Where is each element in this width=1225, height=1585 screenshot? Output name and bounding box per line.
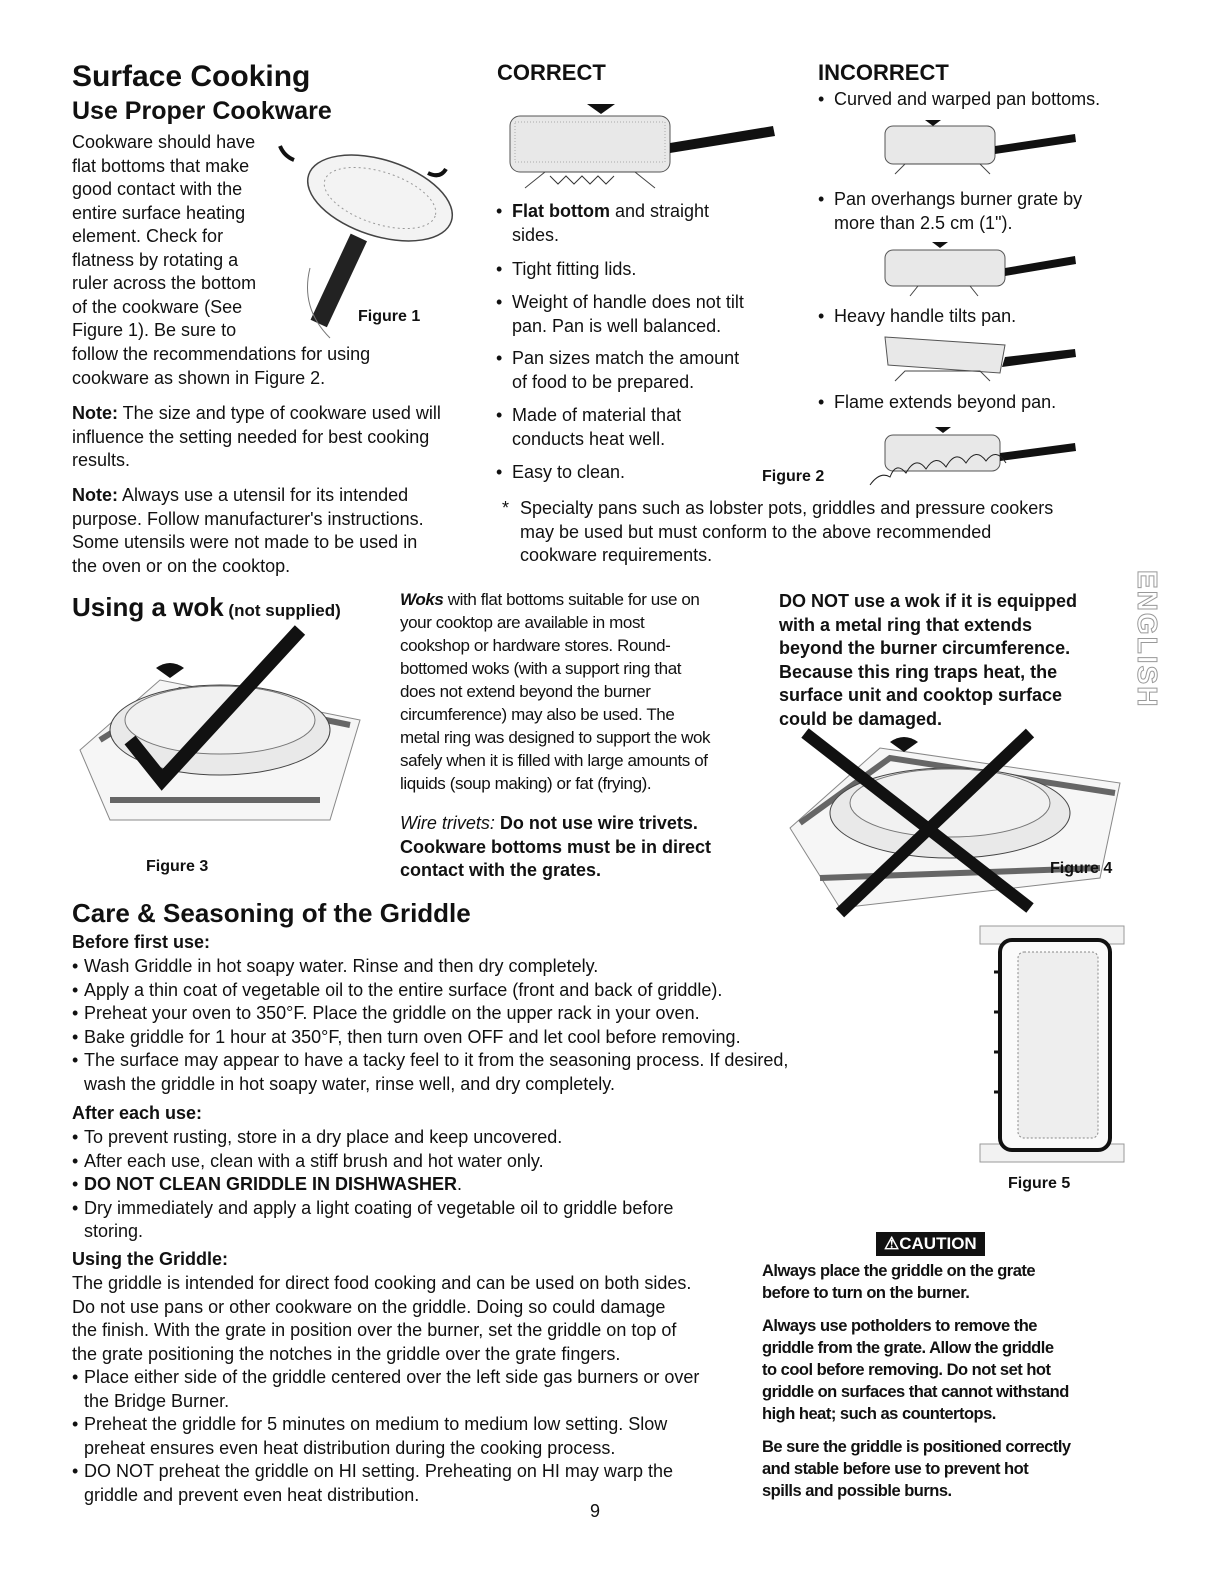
figure-5-griddle-illustration [978, 922, 1128, 1167]
after-item-text: Dry immediately and apply a light coating of vegetable oil to griddle before [84, 1197, 674, 1218]
correct-item-text: sides. [512, 224, 560, 245]
caution-line: and stable before use to prevent hot [762, 1460, 1029, 1478]
correct-item-text: Made of material that [512, 405, 682, 425]
specialty-text: Specialty pans such as lobster pots, griddles and pressure cookers [520, 498, 1054, 518]
correct-item [496, 258, 786, 282]
correct-item [496, 291, 786, 338]
caution-line: Always use potholders to remove the [762, 1317, 1037, 1335]
asterisk: * [502, 498, 510, 518]
correct-item-text: Tight fitting lids. [512, 259, 637, 279]
surface-section [72, 60, 332, 126]
note-text: The size and type of cookware used will [118, 403, 441, 423]
before-item [72, 979, 952, 1003]
note-label: Note: [72, 485, 118, 505]
caution-badge [876, 1232, 985, 1256]
figure-2-caption: Figure 2 [762, 468, 825, 485]
note-label: Note: [72, 403, 118, 423]
correct-item [496, 200, 786, 247]
section-subtitle: Use Proper Cookware [72, 97, 332, 125]
incorrect-heading: INCORRECT [818, 60, 949, 85]
intro-rest [72, 343, 472, 390]
figure-1-caption: Figure 1 [358, 308, 421, 325]
note-text: Some utensils were not made to be used in [72, 532, 418, 552]
page-title: Surface Cooking [72, 60, 311, 93]
before-item-text: Wash Griddle in hot soapy water. Rinse and then dry completely. [84, 956, 599, 976]
intro-line: flat bottoms that make [72, 155, 250, 176]
correct-list-6 [496, 461, 786, 485]
after-list [72, 1126, 792, 1244]
caution-line: griddle on surfaces that cannot withstand [762, 1383, 1069, 1401]
warped-pan-icon [870, 118, 1080, 178]
figure-3-illustration [70, 620, 370, 850]
note-1 [72, 402, 492, 473]
using-item-text: griddle and prevent even heat distribution. [84, 1484, 420, 1505]
caution-line: to cool before removing. Do not set hot [762, 1361, 1051, 1379]
incorrect-item-text: Pan overhangs burner grate by [834, 189, 1083, 209]
incorrect-item-4 [818, 391, 1138, 415]
caution-label: CAUTION [899, 1234, 977, 1253]
incorrect-item [818, 88, 1148, 112]
trivets-text: Cookware bottoms must be in direct [400, 836, 712, 857]
page-number: 9 [590, 1501, 601, 1521]
correct-item-bold: Flat bottom [512, 201, 610, 221]
woks-label: Woks [400, 590, 444, 609]
warning-line: DO NOT use a wok if it is equipped [779, 591, 1078, 611]
wok-text: does not extend beyond the burner [400, 682, 651, 701]
caution-line: griddle from the grate. Allow the griddle [762, 1339, 1054, 1357]
after-item [72, 1197, 792, 1244]
using-item [72, 1413, 772, 1460]
caution-line: before to turn on the burner. [762, 1284, 970, 1302]
figure-4-caption: Figure 4 [1050, 860, 1113, 877]
wok-text: bottomed woks (with a support ring that [400, 659, 682, 678]
correct-item-text: Easy to clean. [512, 462, 626, 482]
wok-text: safely when it is filled with large amounts of [400, 751, 708, 770]
warning-triangle-icon: ⚠ [884, 1234, 900, 1253]
using-line: the grate positioning the notches in the griddle over the grate fingers. [72, 1343, 621, 1364]
after-item-bold [72, 1173, 792, 1197]
after-item-text: . [457, 1174, 463, 1194]
caution-text [762, 1260, 1142, 1502]
correct-list [496, 200, 786, 247]
intro-line: flatness by rotating a [72, 249, 239, 270]
tilted-pan-icon [870, 335, 1080, 385]
using-paragraph [72, 1272, 772, 1366]
using-heading: Using the Griddle: [72, 1249, 229, 1269]
after-item [72, 1126, 792, 1150]
caution-line: spills and possible burns. [762, 1482, 952, 1500]
specialty-line [500, 497, 1120, 521]
wok-text: with flat bottoms suitable for use on [443, 590, 700, 609]
wok-text: your cooktop are available in most [400, 613, 645, 632]
intro-line: element. Check for [72, 226, 224, 246]
correct-item-text: Weight of handle does not tilt [512, 292, 744, 312]
warning-line: surface unit and cooktop surface [779, 685, 1063, 705]
specialty-text: may be used but must conform to the above recommended [520, 521, 992, 542]
note-text: Always use a utensil for its intended [118, 485, 409, 505]
caution-line: Be sure the griddle is positioned correctly [762, 1438, 1071, 1456]
incorrect-item-text: Heavy handle tilts pan. [834, 306, 1017, 326]
trivets-label: Wire trivets: [400, 813, 495, 833]
warning-line: with a metal ring that extends [779, 614, 1033, 635]
caution-line: high heat; such as countertops. [762, 1405, 996, 1423]
caution-line: Always place the griddle on the grate [762, 1262, 1036, 1280]
correct-item-text: conducts heat well. [512, 428, 666, 449]
wok-title: Using a wok [72, 592, 224, 622]
using-item-text: Place either side of the griddle centered over the left side gas burners or over [84, 1367, 700, 1387]
before-item-text: The surface may appear to have a tacky feel to it from the seasoning process. If desired, [84, 1050, 789, 1070]
incorrect-item-text: more than 2.5 cm (1"). [834, 212, 1013, 233]
after-item [72, 1150, 792, 1174]
using-line: Do not use pans or other cookware on the griddle. Doing so could damage [72, 1296, 666, 1317]
intro-line: Cookware should have [72, 132, 256, 152]
before-item [72, 955, 952, 979]
using-list [72, 1366, 772, 1507]
wok-text: metal ring was designed to support the wok [400, 728, 711, 747]
intro-line: follow the recommendations for using [72, 344, 371, 364]
trivets-paragraph [400, 812, 780, 883]
wok-heading [72, 590, 341, 624]
incorrect-item [818, 305, 1138, 329]
using-item-text: Preheat the griddle for 5 minutes on medium to medium low setting. Slow [84, 1414, 668, 1434]
before-item-text: Apply a thin coat of vegetable oil to the entire surface (front and back of griddle). [84, 979, 723, 1000]
warning-line: could be damaged. [779, 708, 943, 729]
after-item-bold-text: DO NOT CLEAN GRIDDLE IN DISHWASHER [84, 1174, 458, 1194]
note-text: purpose. Follow manufacturer's instructions. [72, 508, 424, 529]
specialty-text: cookware requirements. [520, 545, 713, 565]
after-item-text: storing. [84, 1221, 144, 1241]
using-line: The griddle is intended for direct food cooking and can be used on both sides. [72, 1273, 692, 1293]
intro-line: good contact with the [72, 179, 243, 199]
wok-text: liquids (soup making) or fat (frying). [400, 774, 652, 793]
correct-item-text: of food to be prepared. [512, 371, 695, 392]
wok-text: circumference) may also be used. The [400, 705, 675, 724]
before-item-text: wash the griddle in hot soapy water, rinse well, and dry completely. [84, 1073, 615, 1094]
side-tab-label: ENGLISH [1132, 570, 1163, 709]
incorrect-item-1 [818, 88, 1148, 112]
note-text: influence the setting needed for best cooking [72, 426, 430, 447]
incorrect-item [818, 391, 1138, 415]
griddle-title: Care & Seasoning of the Griddle [72, 898, 471, 928]
intro-line: cookware as shown in Figure 2. [72, 367, 326, 388]
after-item-text: To prevent rusting, store in a dry place and keep uncovered. [84, 1127, 563, 1147]
note-2 [72, 484, 492, 578]
note-text: results. [72, 450, 131, 470]
specialty-note [500, 497, 1120, 568]
before-item-text: Bake griddle for 1 hour at 350°F, then turn oven OFF and let cool before removing. [84, 1026, 741, 1047]
incorrect-item-3 [818, 305, 1138, 329]
using-item-text: DO NOT preheat the griddle on HI setting. Preheating on HI may warp the [84, 1461, 673, 1481]
caution-label-box [876, 1232, 985, 1256]
correct-item-text: Pan sizes match the amount [512, 348, 740, 368]
using-item [72, 1460, 772, 1507]
figure-3-caption: Figure 3 [146, 858, 209, 875]
incorrect-item [818, 188, 1138, 235]
correct-list-3 [496, 291, 786, 338]
intro-line: of the cookware (See [72, 296, 243, 317]
overhang-pan-icon [870, 240, 1080, 300]
after-heading: After each use: [72, 1103, 203, 1123]
correct-list-2 [496, 258, 786, 282]
incorrect-item-text: Curved and warped pan bottoms. [834, 89, 1101, 109]
correct-heading: CORRECT [497, 60, 606, 85]
flame-pan-icon [860, 425, 1080, 490]
wok-paragraph [400, 588, 770, 795]
trivets-text: contact with the grates. [400, 860, 602, 880]
figure-4-illustration [780, 728, 1130, 918]
correct-pan-icon [505, 98, 785, 193]
correct-item-text: and straight [609, 201, 710, 221]
using-item [72, 1366, 772, 1413]
trivets-text: Do not use wire trivets. [494, 813, 698, 833]
before-heading: Before first use: [72, 932, 211, 952]
correct-item [496, 404, 786, 451]
intro-line: entire surface heating [72, 202, 246, 223]
incorrect-item-text: Flame extends beyond pan. [834, 392, 1057, 412]
before-item [72, 1049, 952, 1096]
after-item-text: After each use, clean with a stiff brush and hot water only. [84, 1150, 544, 1171]
wok-title-note: (not supplied) [223, 601, 341, 620]
figure-5-caption: Figure 5 [1008, 1175, 1071, 1192]
warning-line: beyond the burner circumference. [779, 638, 1071, 658]
intro-line: Figure 1). Be sure to [72, 320, 237, 340]
intro-line: ruler across the bottom [72, 273, 257, 293]
using-item-text: the Bridge Burner. [84, 1390, 230, 1411]
correct-list-5 [496, 404, 786, 451]
note-text: the oven or on the cooktop. [72, 555, 291, 576]
correct-item-text: pan. Pan is well balanced. [512, 315, 722, 336]
using-item-text: preheat ensures even heat distribution during the cooking process. [84, 1437, 616, 1458]
wok-text: cookshop or hardware stores. Round- [400, 636, 671, 655]
correct-item [496, 461, 786, 485]
language-side-tab [1131, 570, 1161, 730]
correct-list-4 [496, 347, 786, 394]
before-item [72, 1002, 952, 1026]
intro-paragraph [72, 131, 302, 343]
before-item-text: Preheat your oven to 350°F. Place the griddle on the upper rack in your oven. [84, 1003, 700, 1023]
before-item [72, 1026, 952, 1050]
correct-item [496, 347, 786, 394]
before-list [72, 955, 952, 1096]
wok-warning [779, 590, 1124, 731]
using-line: the finish. With the grate in position over the burner, set the griddle on top of [72, 1320, 677, 1340]
warning-line: Because this ring traps heat, the [779, 661, 1058, 682]
incorrect-item-2 [818, 188, 1138, 235]
